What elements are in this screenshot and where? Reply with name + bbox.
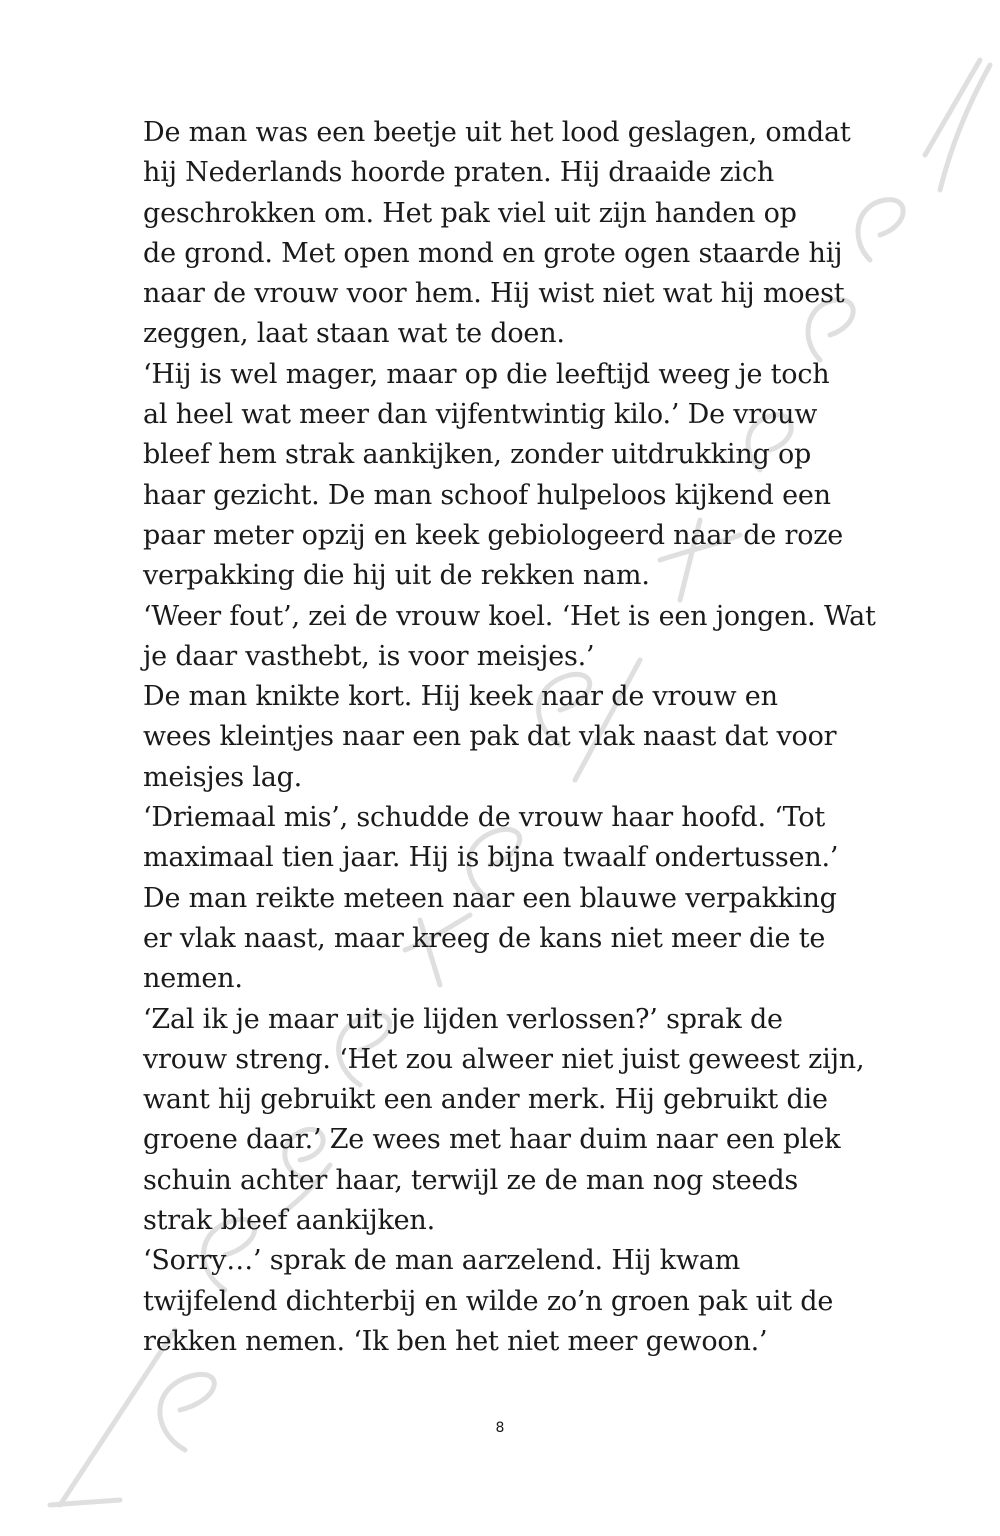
text-line: rekken nemen. ‘Ik ben het niet meer gewoon.’ [143,1325,768,1357]
text-line: bleef hem strak aankijken, zonder uitdrukking op [143,439,812,471]
text-line: verpakking die hij uit de rekken nam. [143,560,650,592]
text-line: ‘Zal ik je maar uit je lijden verlossen?’ sprak de [143,1003,783,1035]
text-line: maximaal tien jaar. Hij is bijna twaalf ondertussen.’ [143,842,839,874]
text-line: nemen. [143,963,243,995]
text-line: ‘Weer fout’, zei de vrouw koel. ‘Het is een jongen. Wat [143,600,876,632]
text-line: twijfelend dichterbij en wilde zo’n groen pak uit de [143,1285,834,1317]
text-line: De man knikte kort. Hij keek naar de vrouw en [143,681,778,713]
text-line: er vlak naast, maar kreeg de kans niet meer die te [143,922,826,954]
text-line: vrouw streng. ‘Het zou alweer niet juist geweest zijn, [143,1043,865,1075]
page-body-text [143,113,903,1362]
text-line: hij Nederlands hoorde praten. Hij draaide zich [143,157,775,189]
page-number: 8 [495,1420,505,1436]
text-line: naar de vrouw voor hem. Hij wist niet wat hij moest [143,278,845,310]
text-line: haar gezicht. De man schoof hulpeloos kijkend een [143,479,831,511]
text-line: ‘Sorry…’ sprak de man aarzelend. Hij kwam [143,1245,741,1277]
text-line: je daar vasthebt, is voor meisjes.’ [143,640,595,672]
text-line: geschrokken om. Het pak viel uit zijn handen op [143,197,797,229]
text-line: de grond. Met open mond en grote ogen staarde hij [143,237,843,269]
text-line: strak bleef aankijken. [143,1205,435,1237]
text-line: wees kleintjes naar een pak dat vlak naast dat voor [143,721,837,753]
text-line: De man reikte meteen naar een blauwe verpakking [143,882,837,914]
text-line: want hij gebruikt een ander merk. Hij gebruikt die [143,1084,828,1116]
text-line: De man was een beetje uit het lood geslagen, omdat [143,117,851,148]
text-line: paar meter opzij en keek gebiologeerd naar de roze [143,519,844,551]
text-line: meisjes lag. [143,761,303,793]
text-line: ‘Driemaal mis’, schudde de vrouw haar hoofd. ‘Tot [143,802,826,834]
text-line: groene daar.’ Ze wees met haar duim naar een plek [143,1124,841,1156]
text-line: ‘Hij is wel mager, maar op die leeftijd weeg je toch [143,358,830,390]
text-line: schuin achter haar, terwijl ze de man nog steeds [143,1164,799,1196]
text-line: zeggen, laat staan wat te doen. [143,318,565,350]
text-line: al heel wat meer dan vijfentwintig kilo.’ De vrouw [143,399,818,431]
